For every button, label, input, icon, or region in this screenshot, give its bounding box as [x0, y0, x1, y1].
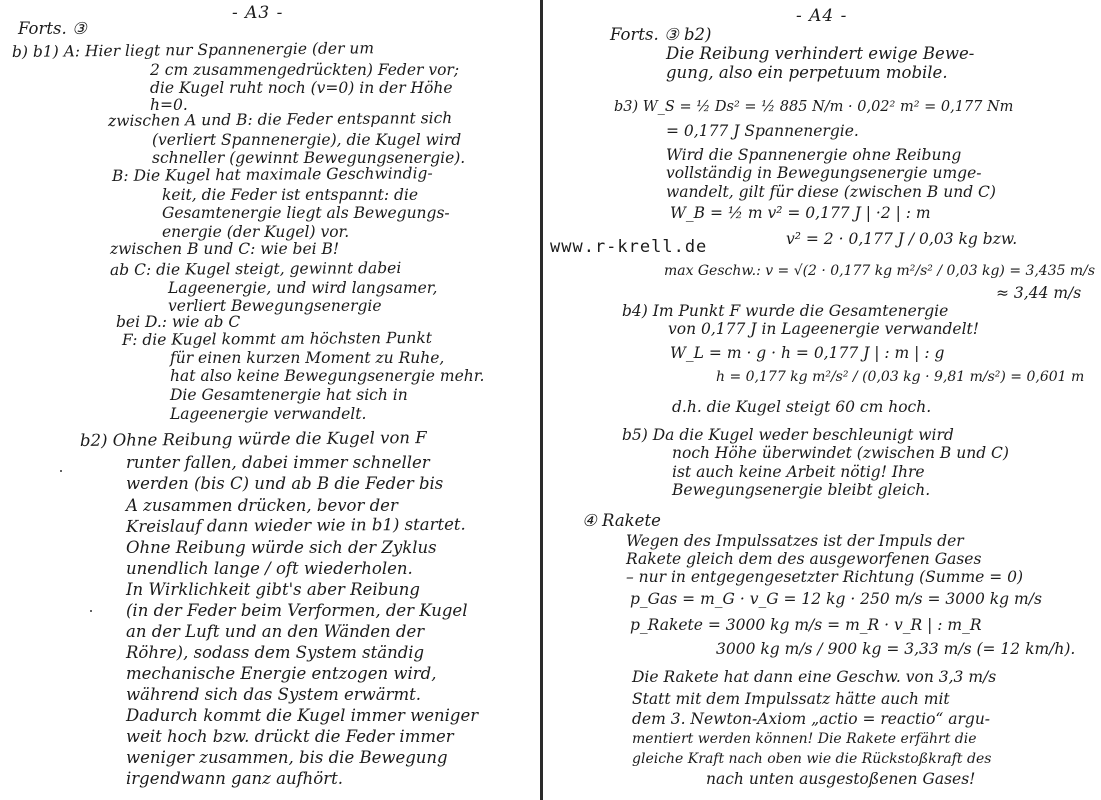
- text-line: an der Luft und an den Wänden der: [126, 622, 425, 641]
- formula-line: max Geschw.: v = √(2 · 0,177 kg m²/s² / 0,03 kg) = 3,435 m/s: [664, 263, 1096, 279]
- text-line: (in der Feder beim Verformen, der Kugel: [126, 601, 468, 620]
- formula-line: p_Gas = m_G · v_G = 12 kg · 250 m/s = 3000 kg m/s: [630, 590, 1042, 608]
- text-line: Ohne Reibung würde sich der Zyklus: [126, 538, 437, 557]
- text-line: Forts. ③ b2): [610, 25, 712, 44]
- text-line: Die Rakete hat dann eine Geschw. von 3,3 m/s: [632, 668, 997, 686]
- text-line: = 0,177 J Spannenergie.: [666, 122, 859, 140]
- text-line: Wird die Spannenergie ohne Reibung: [666, 146, 962, 164]
- text-line: Forts. ③: [18, 19, 87, 38]
- text-line: F: die Kugel kommt am höchsten Punkt: [121, 328, 432, 349]
- text-line: b2) Ohne Reibung würde die Kugel von F: [79, 427, 427, 450]
- formula-line: h = 0,177 kg m²/s² / (0,03 kg · 9,81 m/s²) = 0,601 m: [716, 369, 1085, 385]
- text-line: energie (der Kugel) vor.: [162, 223, 350, 241]
- section-heading: ④ Rakete: [582, 511, 661, 530]
- text-line: b4) Im Punkt F wurde die Gesamtenergie: [622, 302, 949, 320]
- text-line: unendlich lange / oft wiederholen.: [126, 559, 413, 578]
- formula-line: W_L = m · g · h = 0,177 J | : m | : g: [670, 344, 945, 362]
- text-line: gleiche Kraft nach oben wie die Rückstoßkraft des: [632, 751, 992, 767]
- text-line: Röhre), sodass dem System ständig: [126, 643, 425, 662]
- text-line: für einen kurzen Moment zu Ruhe,: [170, 349, 445, 367]
- text-line: d.h. die Kugel steigt 60 cm hoch.: [672, 398, 932, 416]
- text-line: A zusammen drücken, bevor der: [126, 496, 398, 515]
- text-line: während sich das System erwärmt.: [126, 685, 422, 704]
- text-line: b5) Da die Kugel weder beschleunigt wird: [622, 426, 954, 444]
- page-number-a4: - A4 -: [796, 6, 848, 26]
- text-line: keit, die Feder ist entspannt: die: [162, 186, 419, 204]
- page-divider: [540, 0, 543, 800]
- text-line: mentiert werden können! Die Rakete erfährt die: [632, 731, 977, 747]
- text-line: Die Gesamtenergie hat sich in: [170, 386, 408, 404]
- left-page-a3: [0, 0, 538, 800]
- text-line: weniger zusammen, bis die Bewegung: [126, 748, 448, 767]
- text-line: nach unten ausgestoßenen Gases!: [706, 770, 976, 788]
- text-line: b) b1) A: Hier liegt nur Spannenergie (der um: [11, 39, 375, 61]
- text-line: Die Reibung verhindert ewige Bewe-: [666, 44, 975, 63]
- text-line: bei D.: wie ab C: [116, 313, 241, 331]
- text-line: Dadurch kommt die Kugel immer weniger: [126, 706, 479, 725]
- formula-line: W_B = ½ m v² = 0,177 J | ·2 | : m: [670, 204, 931, 222]
- text-line: wandelt, gilt für diese (zwischen B und C): [666, 183, 996, 201]
- text-line: irgendwann ganz aufhört.: [126, 769, 343, 788]
- formula-line: ≈ 3,44 m/s: [996, 284, 1082, 302]
- text-line: Wegen des Impulssatzes ist der Impuls der: [626, 532, 964, 550]
- text-line: weit hoch bzw. drückt die Feder immer: [126, 727, 454, 746]
- text-line: ist auch keine Arbeit nötig! Ihre: [672, 463, 925, 481]
- text-line: Rakete gleich dem des ausgeworfenen Gases: [626, 550, 982, 568]
- page-number-a3: - A3 -: [232, 3, 284, 23]
- text-line: – nur in entgegengesetzter Richtung (Summe = 0): [626, 568, 1024, 586]
- formula-line: p_Rakete = 3000 kg m/s = m_R · v_R | : m_R: [630, 616, 982, 634]
- text-line: Gesamtenergie liegt als Bewegungs-: [162, 204, 450, 222]
- scan-speck: [90, 610, 92, 612]
- text-line: In Wirklichkeit gibt's aber Reibung: [126, 580, 420, 599]
- right-page-a4: [546, 0, 1101, 800]
- text-line: noch Höhe überwindet (zwischen B und C): [672, 444, 1009, 462]
- text-line: die Kugel ruht noch (v=0) in der Höhe: [150, 79, 453, 97]
- text-line: Statt mit dem Impulssatz hätte auch mit: [632, 690, 950, 708]
- formula-line: v² = 2 · 0,177 J / 0,03 kg bzw.: [786, 230, 1018, 248]
- text-line: ab C: die Kugel steigt, gewinnt dabei: [109, 258, 402, 279]
- text-line: vollständig in Bewegungsenergie umge-: [666, 164, 982, 182]
- text-line: runter fallen, dabei immer schneller: [126, 453, 430, 472]
- scan-speck: [60, 470, 62, 472]
- text-line: hat also keine Bewegungsenergie mehr.: [170, 367, 485, 385]
- text-line: verliert Bewegungsenergie: [168, 297, 382, 315]
- text-line: dem 3. Newton-Axiom „actio = reactio“ argu-: [632, 710, 991, 728]
- formula-line: 3000 kg m/s / 900 kg = 3,33 m/s (= 12 km/h).: [716, 640, 1076, 658]
- text-line: zwischen A und B: die Feder entspannt sich: [107, 108, 453, 130]
- formula-line: b3) W_S = ½ Ds² = ½ 885 N/m · 0,02² m² = 0,177 Nm: [614, 99, 1014, 115]
- text-line: Bewegungsenergie bleibt gleich.: [672, 481, 931, 499]
- text-line: h=0.: [150, 96, 188, 114]
- text-line: 2 cm zusammengedrückten) Feder vor;: [150, 61, 460, 79]
- text-line: B: Die Kugel hat maximale Geschwindig-: [111, 164, 433, 185]
- text-line: schneller (gewinnt Bewegungsenergie).: [152, 149, 466, 167]
- website-url: www.r-krell.de: [550, 237, 708, 257]
- text-line: zwischen B und C: wie bei B!: [110, 240, 340, 258]
- text-line: mechanische Energie entzogen wird,: [126, 664, 437, 683]
- text-line: werden (bis C) und ab B die Feder bis: [126, 474, 444, 493]
- text-line: von 0,177 J in Lageenergie verwandelt!: [668, 320, 979, 338]
- text-line: Kreislauf dann wieder wie in b1) startet.: [125, 514, 466, 536]
- text-line: gung, also ein perpetuum mobile.: [666, 63, 948, 82]
- text-line: Lageenergie verwandelt.: [170, 405, 367, 423]
- text-line: Lageenergie, und wird langsamer,: [168, 279, 438, 297]
- text-line: (verliert Spannenergie), die Kugel wird: [152, 131, 462, 149]
